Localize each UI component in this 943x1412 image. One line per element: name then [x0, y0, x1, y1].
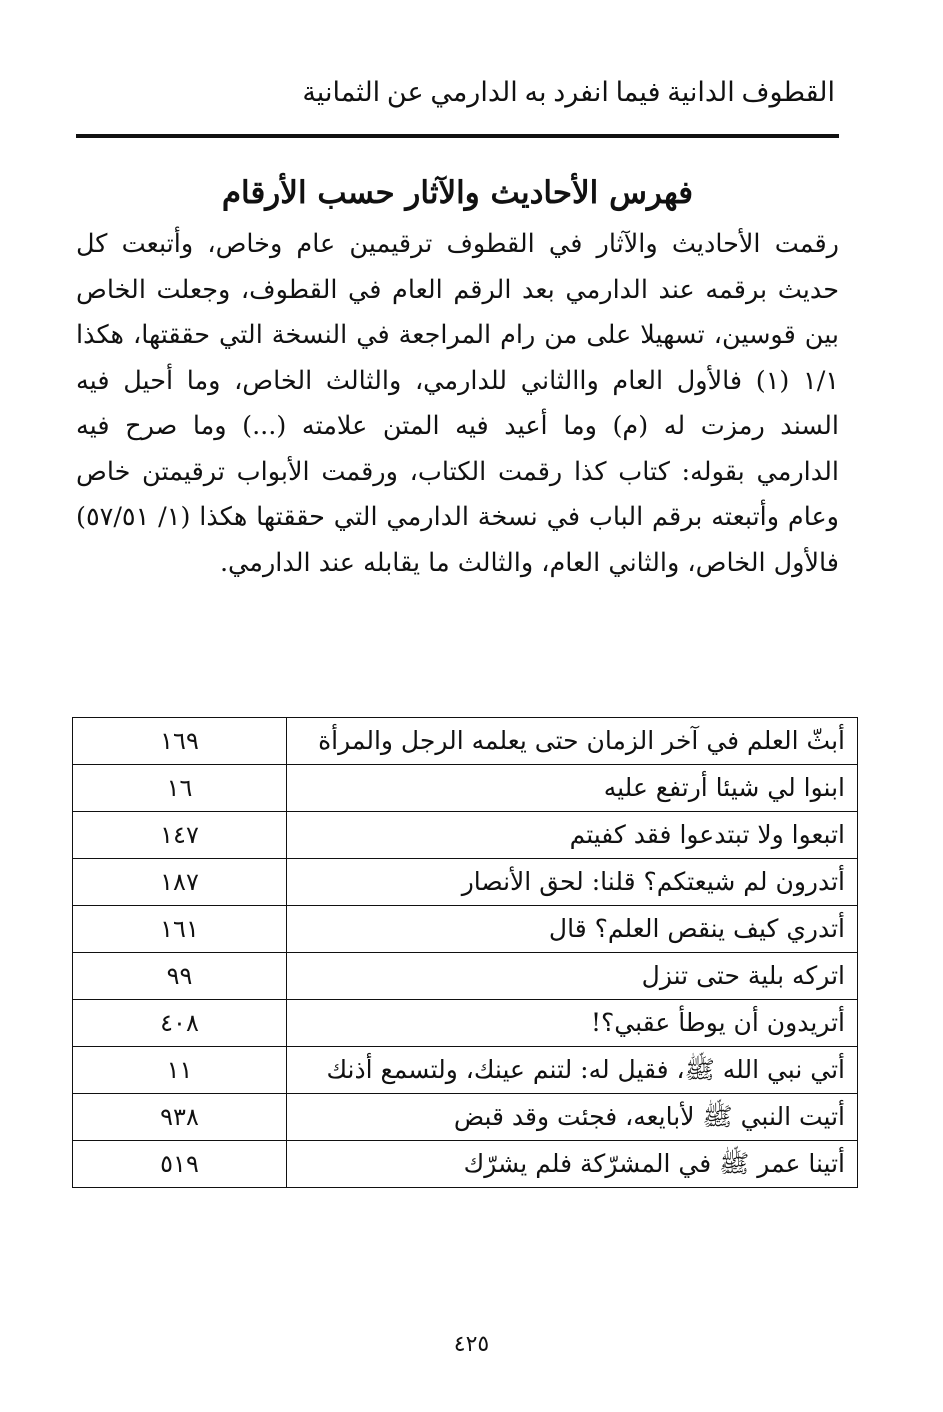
hadith-number: ١٨٧ [73, 859, 287, 906]
hadith-number: ١٦١ [73, 906, 287, 953]
table-row [73, 953, 858, 1000]
hadith-number: ١١ [73, 1047, 287, 1094]
hadith-number: ٩٩ [73, 953, 287, 1000]
hadith-number: ١٦٩ [73, 718, 287, 765]
hadith-text: اتبعوا ولا تبتدعوا فقد كفيتم [287, 812, 858, 859]
table-row [73, 906, 858, 953]
table-row [73, 812, 858, 859]
header-rule [76, 134, 839, 138]
hadith-text: أتدرون لم شيعتكم؟ قلنا: لحق الأنصار [287, 859, 858, 906]
running-header: القطوف الدانية فيما انفرد به الدارمي عن الثمانية [302, 77, 835, 107]
hadith-number: ١٤٧ [73, 812, 287, 859]
hadith-text: اتركه بلية حتى تنزل [287, 953, 858, 1000]
table-row [73, 718, 858, 765]
hadith-index-table [72, 717, 858, 1188]
table-row [73, 1000, 858, 1047]
hadith-text: أتي نبي الله ﷺ، فقيل له: لتنم عينك، ولتسمع أذنك [287, 1047, 858, 1094]
page-number: ٤٢٥ [453, 1332, 490, 1357]
hadith-text: أتريدون أن يوطأ عقبي؟! [287, 1000, 858, 1047]
hadith-number: ٥١٩ [73, 1141, 287, 1188]
section-title: فهرس الأحاديث والآثار حسب الأرقام [221, 175, 694, 211]
table-row [73, 1141, 858, 1188]
table-row [73, 859, 858, 906]
table-row [73, 1047, 858, 1094]
hadith-text: أتدري كيف ينقص العلم؟ قال [287, 906, 858, 953]
hadith-number: ٩٣٨ [73, 1094, 287, 1141]
table-row [73, 765, 858, 812]
hadith-text: أبثّ العلم في آخر الزمان حتى يعلمه الرجل والمرأة [287, 718, 858, 765]
hadith-number: ١٦ [73, 765, 287, 812]
hadith-number: ٤٠٨ [73, 1000, 287, 1047]
hadith-text: ابنوا لي شيئا أرتفع عليه [287, 765, 858, 812]
hadith-text: أتيت النبي ﷺ لأبايعه، فجئت وقد قبض [287, 1094, 858, 1141]
intro-paragraph: رقمت الأحاديث والآثار في القطوف ترقيمين عام وخاص، وأتبعت كل حديث برقمه عند الدارمي بعد الرقم العام في القطوف، وجعلت الخاص بين قوسين، تسهيلا على من رام المراجعة في النسخة التي حققتها، هكذا ١/١ (١) فالأول العام واالثاني للدارمي، والثالث الخاص، وما أحيل فيه السند رمزت له (م) وما أعيد فيه المتن علامته (...) وما صرح فيه الدارمي بقوله: كتاب كذا رقمت الكتاب، ورقمت الأبواب ترقيمتن خاص وعام وأتبعته برقم الباب في نسخة الدارمي التي حققتها هكذا (١/ ٥٧/٥١) فالأول الخاص، والثاني العام، والثالث ما يقابله عند الدارمي. [76, 229, 839, 578]
table-row [73, 1094, 858, 1141]
hadith-text: أتينا عمر ﷺ في المشرّكة فلم يشرّك [287, 1141, 858, 1188]
